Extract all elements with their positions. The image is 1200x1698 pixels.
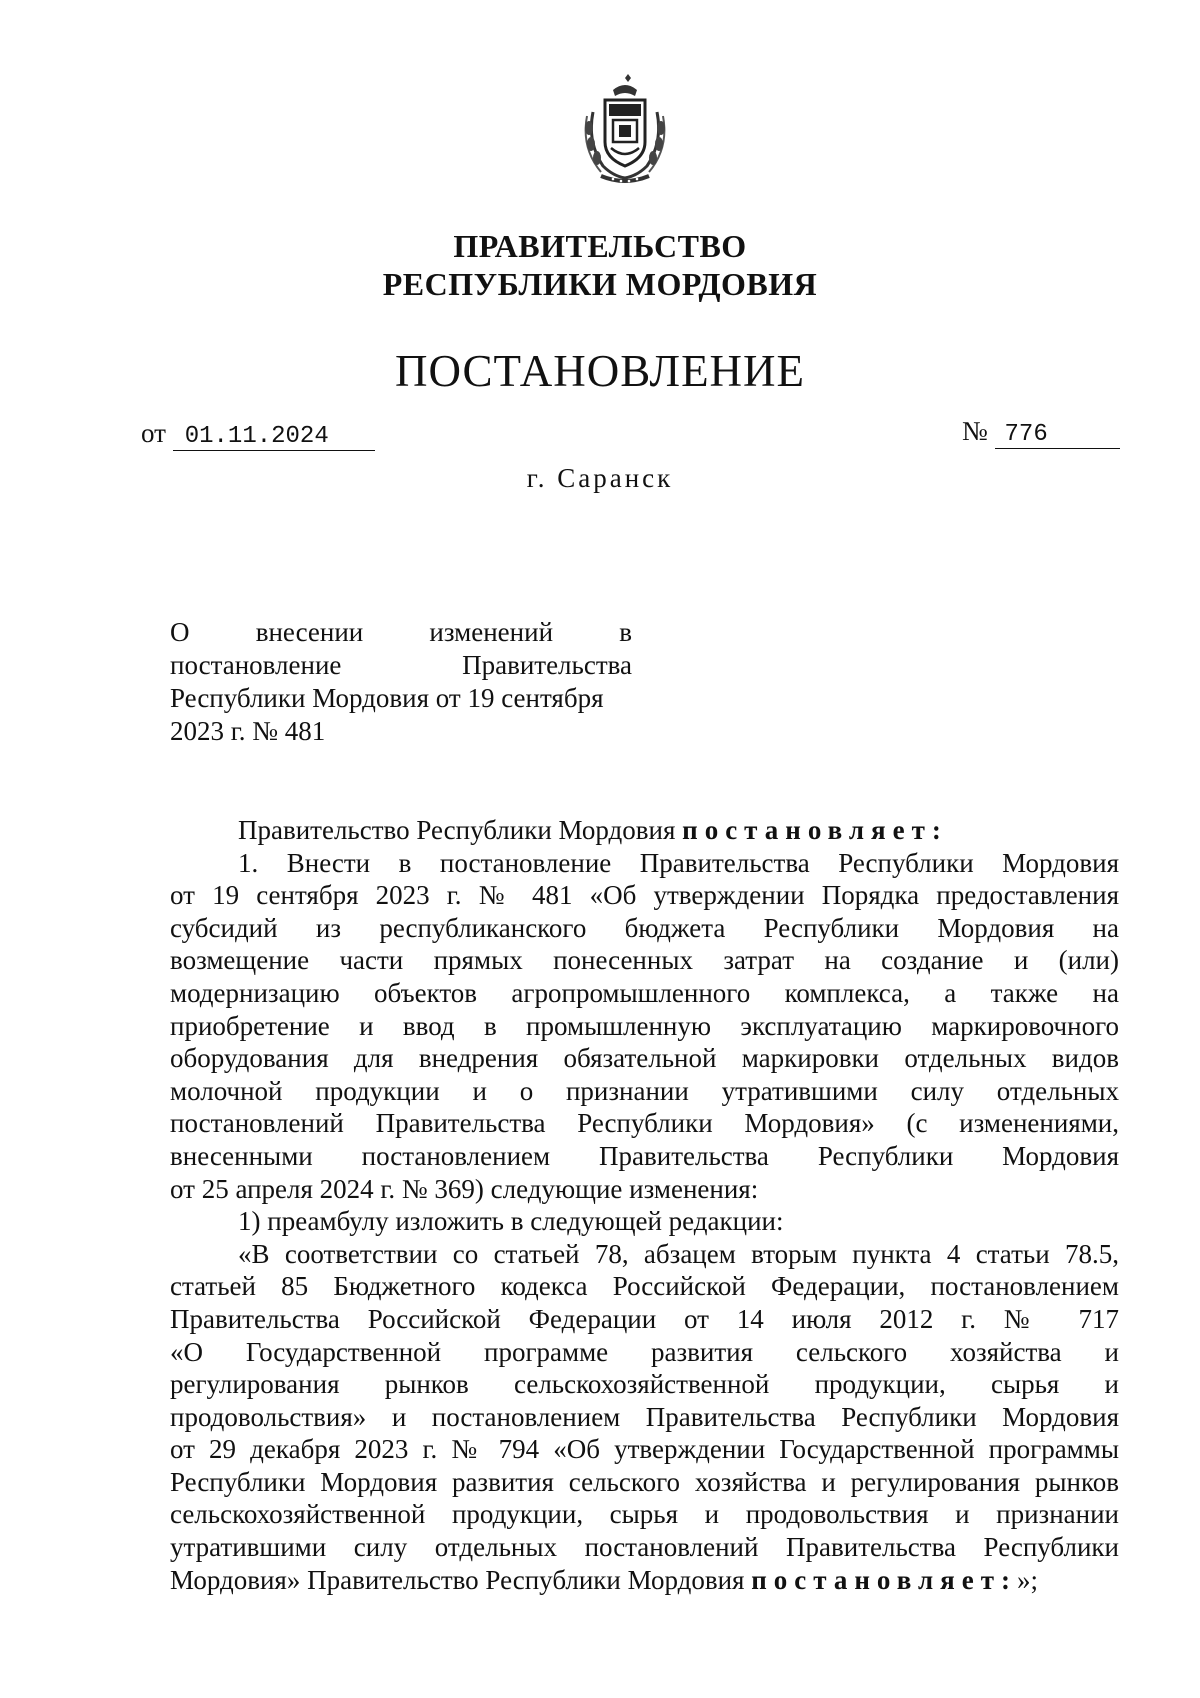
body-text: регулирования рынков сельскохозяйственной продукции, сырья и [170, 1369, 1119, 1400]
body-line [170, 977, 1119, 1010]
number-prefix: № [962, 416, 988, 446]
organization-title-line1: ПРАВИТЕЛЬСТВО [453, 228, 747, 264]
body-text: «В соответствии со статьей 78, абзацем вторым пункта 4 статьи 78.5, [238, 1238, 1119, 1269]
body-text: Республики Мордовия развития сельского хозяйства и регулирования рынков [170, 1466, 1119, 1497]
body-text: »; [1016, 1564, 1038, 1595]
body-text: 1. Внести в постановление Правительства Республики Мордовия [238, 847, 1119, 878]
body-line [170, 1466, 1119, 1499]
body-text: от 19 сентября 2023 г. № 481 «Об утверждении Порядка предоставления [170, 880, 1119, 911]
body-line [170, 1531, 1119, 1564]
city-name: г. Саранск [526, 463, 674, 493]
body-text: оборудования для внедрения обязательной маркировки отдельных видов [170, 1043, 1119, 1074]
body-line [170, 1336, 1119, 1369]
organization-title-line2: РЕСПУБЛИКИ МОРДОВИЯ [382, 266, 818, 302]
body-line [170, 879, 1119, 912]
body-text: 1) преамбулу изложить в следующей редакции: [238, 1206, 784, 1237]
body-text: статьей 85 Бюджетного кодекса Российской Федерации, постановлением [170, 1271, 1119, 1302]
document-body [170, 814, 1119, 1596]
body-text: приобретение и ввод в промышленную эксплуатацию маркировочного [170, 1010, 1119, 1041]
body-text: постановлений Правительства Республики Мордовия» (с изменениями, [170, 1108, 1119, 1139]
body-line [170, 1303, 1119, 1336]
body-line [170, 847, 1119, 880]
body-line [170, 1107, 1119, 1140]
body-line [170, 1173, 1119, 1206]
body-text: Правительство Республики Мордовия [238, 815, 683, 845]
emphasized-word: постановляет: [751, 1564, 1017, 1595]
subject-line: 2023 г. № 481 [170, 716, 326, 746]
body-text: от 25 апреля 2024 г. № 369) следующие изменения: [170, 1173, 759, 1204]
body-line [170, 1564, 1119, 1597]
body-text: модернизацию объектов агропромышленного комплекса, а также на [170, 977, 1119, 1008]
body-text: утратившими силу отдельных постановлений Правительства Республики [170, 1532, 1119, 1563]
subject-line: О внесении изменений в [170, 617, 632, 647]
document-subject [170, 616, 632, 748]
body-line [170, 1042, 1119, 1075]
body-text: продовольствия» и постановлением Правительства Республики Мордовия [170, 1401, 1119, 1432]
body-text: от 29 декабря 2023 г. № 794 «Об утверждении Государственной программы [170, 1434, 1119, 1465]
body-line [170, 1140, 1119, 1173]
body-line [170, 1010, 1119, 1043]
body-line [170, 1498, 1119, 1531]
coat-of-arms-emblem [573, 72, 677, 188]
body-line [170, 912, 1119, 945]
date-value: 01.11.2024 [173, 424, 375, 451]
subject-line: постановление Правительства [170, 650, 632, 680]
number-value: 776 [995, 422, 1120, 449]
body-line [170, 1238, 1119, 1271]
subject-line: Республики Мордовия от 19 сентября [170, 683, 604, 713]
document-number [962, 416, 1120, 449]
body-line [170, 1433, 1119, 1466]
body-text: внесенными постановлением Правительства Республики Мордовия [170, 1140, 1119, 1171]
body-line [170, 1270, 1119, 1303]
date-prefix: от [141, 418, 166, 448]
body-line [170, 944, 1119, 977]
body-line [170, 1205, 1119, 1238]
document-date [141, 418, 375, 451]
body-line [170, 1401, 1119, 1434]
body-text: Правительства Российской Федерации от 14 июля 2012 г. № 717 [170, 1303, 1119, 1334]
body-text: молочной продукции и о признании утратившими силу отдельных [170, 1075, 1119, 1106]
body-line [170, 1368, 1119, 1401]
body-text: «О Государственной программе развития сельского хозяйства и [170, 1336, 1119, 1367]
body-text: субсидий из республиканского бюджета Республики Мордовия на [170, 912, 1119, 943]
body-line [170, 814, 1119, 847]
body-text: сельскохозяйственной продукции, сырья и продовольствия и признании [170, 1499, 1119, 1530]
body-line [170, 1075, 1119, 1108]
document-type: ПОСТАНОВЛЕНИЕ [394, 346, 806, 396]
emphasized-word: постановляет: [682, 815, 948, 845]
body-text: возмещение части прямых понесенных затрат на создание и (или) [170, 945, 1119, 976]
body-text: Мордовия» Правительство Республики Мордовия [170, 1564, 752, 1595]
